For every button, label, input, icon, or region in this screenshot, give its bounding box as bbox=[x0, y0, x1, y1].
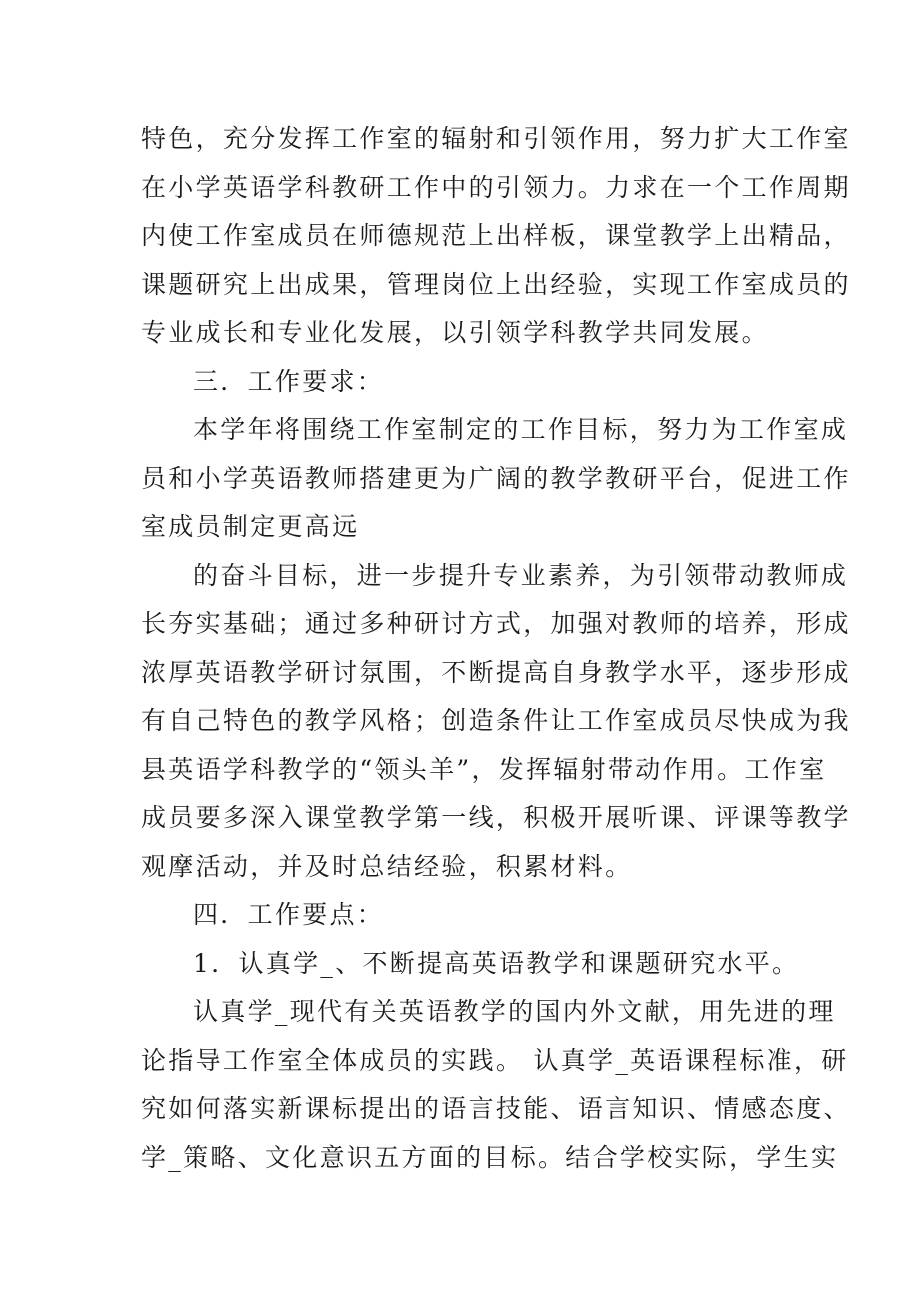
text-line: 认真学_现代有关英语教学的国内外文献，用先进的理 bbox=[193, 997, 836, 1026]
section-heading: 四．工作要点： bbox=[193, 900, 385, 929]
text-line: 内使工作室成员在师德规范上出样板，课堂教学上出精品， bbox=[141, 221, 851, 250]
text-line: 观摩活动，并及时总结经验，积累材料。 bbox=[141, 851, 633, 881]
text-line: 本学年将围绕工作室制定的工作目标，努力为工作室成 bbox=[193, 415, 849, 444]
text-line: 浓厚英语教学研讨氛围，不断提高自身教学水平，逐步形成 bbox=[141, 657, 851, 687]
text-line: 室成员制定更高远 bbox=[141, 512, 360, 541]
text-line: 的奋斗目标，进一步提升专业素养，为引领带动教师成 bbox=[193, 560, 849, 590]
section-heading: 三．工作要求： bbox=[193, 366, 385, 396]
text-line: 究如何落实新课标提出的语言技能、语言知识、情感态度、 bbox=[141, 1094, 851, 1123]
text-line: 课题研究上出成果，管理岗位上出经验，实现工作室成员的 bbox=[141, 269, 851, 299]
text-line: 论指导工作室全体成员的实践。 认真学_英语课程标准，研 bbox=[141, 1045, 849, 1075]
text-line: 特色，充分发挥工作室的辐射和引领作用，努力扩大工作室 bbox=[141, 124, 851, 153]
text-line: 专业成长和专业化发展，以引领学科教学共同发展。 bbox=[141, 318, 769, 347]
text-line: 学_策略、文化意识五方面的目标。结合学校实际，学生实 bbox=[141, 1142, 839, 1172]
text-line: 员和小学英语教师搭建更为广阔的教学教研平台，促进工作 bbox=[141, 463, 851, 493]
document-body bbox=[141, 115, 851, 1182]
text-line: 有自己特色的教学风格；创造条件让工作室成员尽快成为我 bbox=[141, 706, 851, 735]
text-line: 长夯实基础；通过多种研讨方式，加强对教师的培养，形成 bbox=[141, 609, 851, 638]
text-line: 县英语学科教学的“领头羊”，发挥辐射带动作用。工作室 bbox=[141, 754, 827, 784]
text-line: 成员要多深入课堂教学第一线，积极开展听课、评课等教学 bbox=[141, 803, 851, 832]
list-item-heading: 1．认真学_、不断提高英语教学和课题研究水平。 bbox=[193, 948, 800, 978]
text-line: 在小学英语学科教研工作中的引领力。力求在一个工作周期 bbox=[141, 172, 851, 202]
